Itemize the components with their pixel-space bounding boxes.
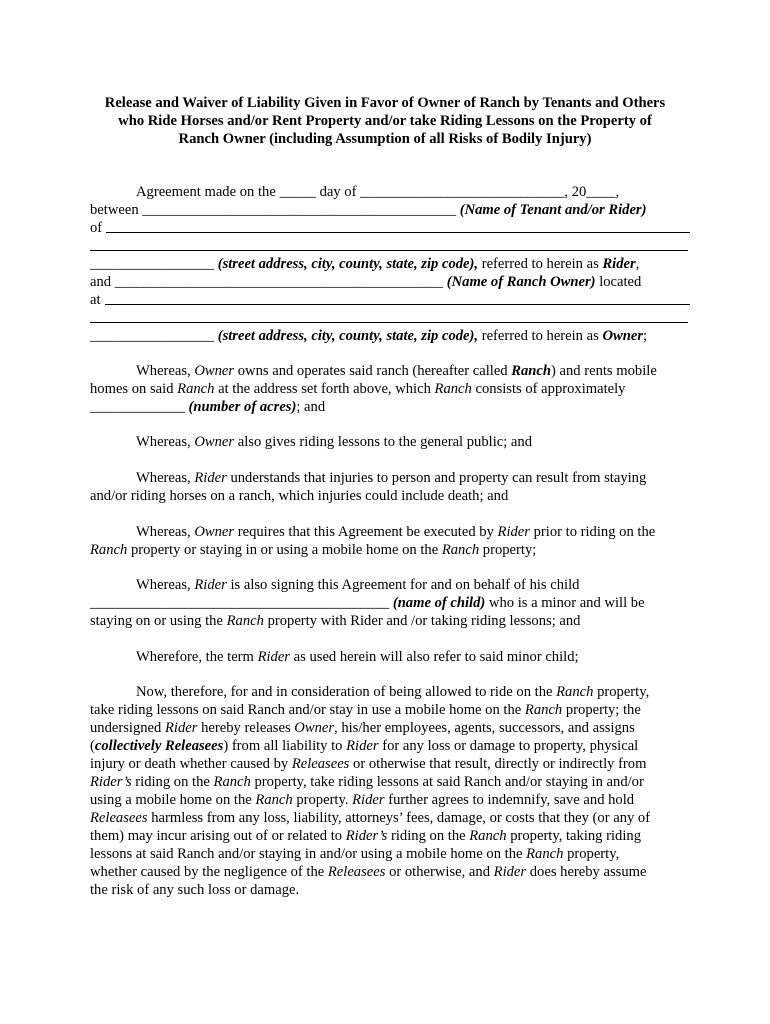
text: Now, therefore, for and in consideration of being allowed to ride on the [136,684,553,700]
text: does hereby assume [529,864,647,880]
riders-term: Rider’s [345,828,388,844]
whereas-5-line-3 [90,612,690,630]
text: and/or riding horses on a ranch, which injuries could include death; and [90,488,509,504]
owner-address-blank[interactable] [105,291,690,305]
title-line: Release and Waiver of Liability Given in Favor of Owner of Ranch by Tenants and Others [104,95,666,111]
rider-address-line-2 [90,237,690,255]
releasees-term: Releasees [291,756,350,772]
owner-name-blank[interactable]: _____________________________________________ [114,274,444,290]
text: owns and operates said ranch (hereafter called [237,363,508,379]
of-line [90,219,690,237]
tenant-name-blank[interactable]: ___________________________________________ [142,202,457,218]
text: for any loss or damage to property, physical [382,738,639,754]
text: who is a minor and will be [488,595,645,611]
text: understands that injuries to person and property can result from staying [230,470,647,486]
text: harmless from any loss, liability, attorneys’ fees, damage, or costs that they (or any of [151,810,651,826]
text: property, [597,684,650,700]
text: or otherwise, and [389,864,490,880]
of-label: of [90,220,103,236]
text: staying on or using the [90,613,223,629]
rider-term: Rider [194,470,227,486]
address-hint: (street address, city, county, state, zip code), [217,328,479,344]
text: requires that this Agreement be executed by [237,524,494,540]
rider-term: Rider [165,720,198,736]
release-line-9 [90,827,690,845]
release-line-3 [90,719,690,737]
whereas-3-line-2 [90,487,690,505]
between-line [90,201,690,219]
rider-term: Rider [352,792,385,808]
release-line-10 [90,845,690,863]
text: property, [567,846,620,862]
text: also gives riding lessons to the general public; and [237,434,532,450]
text: is also signing this Agreement for and on behalf of his child [230,577,580,593]
owner-term: Owner [602,328,643,344]
ranch-term: Ranch [524,702,563,718]
text: undersigned [90,720,162,736]
owner-name-line [90,273,690,291]
agreement-date-text: Agreement made on the _____ day of ____________________________, 20____, [136,184,620,200]
ranch-term: Ranch [511,363,552,379]
owner-address-blank-3[interactable]: _________________ [90,328,215,344]
release-line-6 [90,773,690,791]
text: ( [90,738,95,754]
and-label: and [90,274,112,290]
text: ) from all liability to [223,738,343,754]
title-line: who Ride Horses and/or Rent Property and/or take Riding Lessons on the Property of [118,113,652,129]
rider-address-blank-3[interactable]: _________________ [90,256,215,272]
whereas-1-line-3 [90,398,690,416]
whereas-2-line-1 [90,433,690,451]
owner-term: Owner [294,720,335,736]
referred-text: referred to herein as [481,328,599,344]
rider-address-blank[interactable] [106,219,690,233]
release-line-7 [90,791,690,809]
ranch-term: Ranch [177,381,215,397]
text: consists of approximately [475,381,626,397]
ranch-term: Ranch [255,792,293,808]
semicolon: ; [643,328,648,344]
whereas-4-line-1 [90,523,690,541]
release-line-12 [90,881,690,899]
owner-address-blank-2[interactable] [90,309,688,323]
rider-address-hint-line [90,255,690,273]
text: ; and [296,399,326,415]
owner-term: Owner [194,363,235,379]
owner-name-hint: (Name of Ranch Owner) [446,274,596,290]
owner-address-line-2 [90,309,690,327]
text: prior to riding on the [533,524,656,540]
at-line [90,291,690,309]
text: hereby releases [201,720,291,736]
text: homes on said [90,381,174,397]
text: further agrees to indemnify, save and hold [388,792,635,808]
text: ) and rents mobile [551,363,657,379]
releasees-term: Releasees [90,810,148,826]
text: property, take riding lessons at said Ranch and/or staying in and/or [254,774,644,790]
rider-address-blank-2[interactable] [90,237,688,251]
text: at the address set forth above, which [218,381,431,397]
whereas-label: Whereas, [136,524,191,540]
ranch-term: Ranch [90,542,128,558]
text: as used herein will also refer to said minor child; [293,649,579,665]
release-line-11 [90,863,690,881]
text: take riding lessons on said Ranch and/or stay in use a mobile home on the [90,702,522,718]
text: property; the [565,702,641,718]
at-label: at [90,292,101,308]
rider-term: Rider [257,649,290,665]
text: the risk of any such loss or damage. [90,882,300,898]
ranch-term: Ranch [213,774,251,790]
owner-address-hint-line [90,327,690,345]
text: property with Rider and /or taking riding lessons; and [267,613,581,629]
ranch-term: Ranch [226,613,264,629]
tenant-name-hint: (Name of Tenant and/or Rider) [459,202,647,218]
ranch-term: Ranch [469,828,507,844]
child-name-blank[interactable]: _________________________________________ [90,595,390,611]
text: Wherefore, the term [136,649,254,665]
ranch-term: Ranch [526,846,564,862]
ranch-term: Ranch [441,542,480,558]
owner-term: Owner [194,434,235,450]
release-line-2 [90,701,690,719]
text: property. [296,792,349,808]
referred-text: referred to herein as [481,256,599,272]
whereas-label: Whereas, [136,577,191,593]
rider-term: Rider [194,577,227,593]
acres-hint: (number of acres) [188,399,297,415]
whereas-1-line-2 [90,380,690,398]
release-line-1 [90,683,690,701]
whereas-label: Whereas, [136,434,191,450]
rider-term: Rider [493,864,527,880]
release-line-5 [90,755,690,773]
text: injury or death whether caused by [90,756,289,772]
whereas-4-line-2 [90,541,690,559]
whereas-5-line-1 [90,576,690,594]
acres-blank[interactable]: _____________ [90,399,185,415]
whereas-3-line-1 [90,469,690,487]
text: them) may incur arising out of or related to [90,828,343,844]
ranch-term: Ranch [434,381,472,397]
text: property, taking riding [510,828,641,844]
agreement-date-line [90,183,690,201]
rider-term: Rider [346,738,379,754]
ranch-term: Ranch [556,684,594,700]
riders-term: Rider’s [90,774,132,790]
release-line-4 [90,737,690,755]
text: riding on the [135,774,210,790]
rider-term: Rider [497,524,530,540]
text: riding on the [391,828,466,844]
whereas-1-line-1 [90,362,690,380]
release-line-8 [90,809,690,827]
wherefore-line [90,648,690,666]
text: lessons at said Ranch and/or staying in and/or using a mobile home on the [90,846,523,862]
text: or otherwise that result, directly or indirectly from [353,756,647,772]
whereas-label: Whereas, [136,363,191,379]
comma: , [635,256,640,272]
text: property or staying in or using a mobile home on the [130,542,439,558]
owner-term: Owner [194,524,235,540]
whereas-5-line-2 [90,594,690,612]
address-hint: (street address, city, county, state, zip code), [217,256,479,272]
releasees-term: collectively Releasees [94,738,224,754]
text: , his/her employees, agents, successors, and assigns [334,720,635,736]
text: using a mobile home on the [90,792,252,808]
rider-term: Rider [602,256,636,272]
located-text: located [599,274,642,290]
child-name-hint: (name of child) [392,595,486,611]
between-label: between [90,202,139,218]
text: whether caused by the negligence of the [90,864,325,880]
title-line: Ranch Owner (including Assumption of all Risks of Bodily Injury) [178,131,592,147]
whereas-label: Whereas, [136,470,191,486]
text: property; [482,542,537,558]
releasees-term: Releasees [327,864,386,880]
document-title [80,94,690,148]
